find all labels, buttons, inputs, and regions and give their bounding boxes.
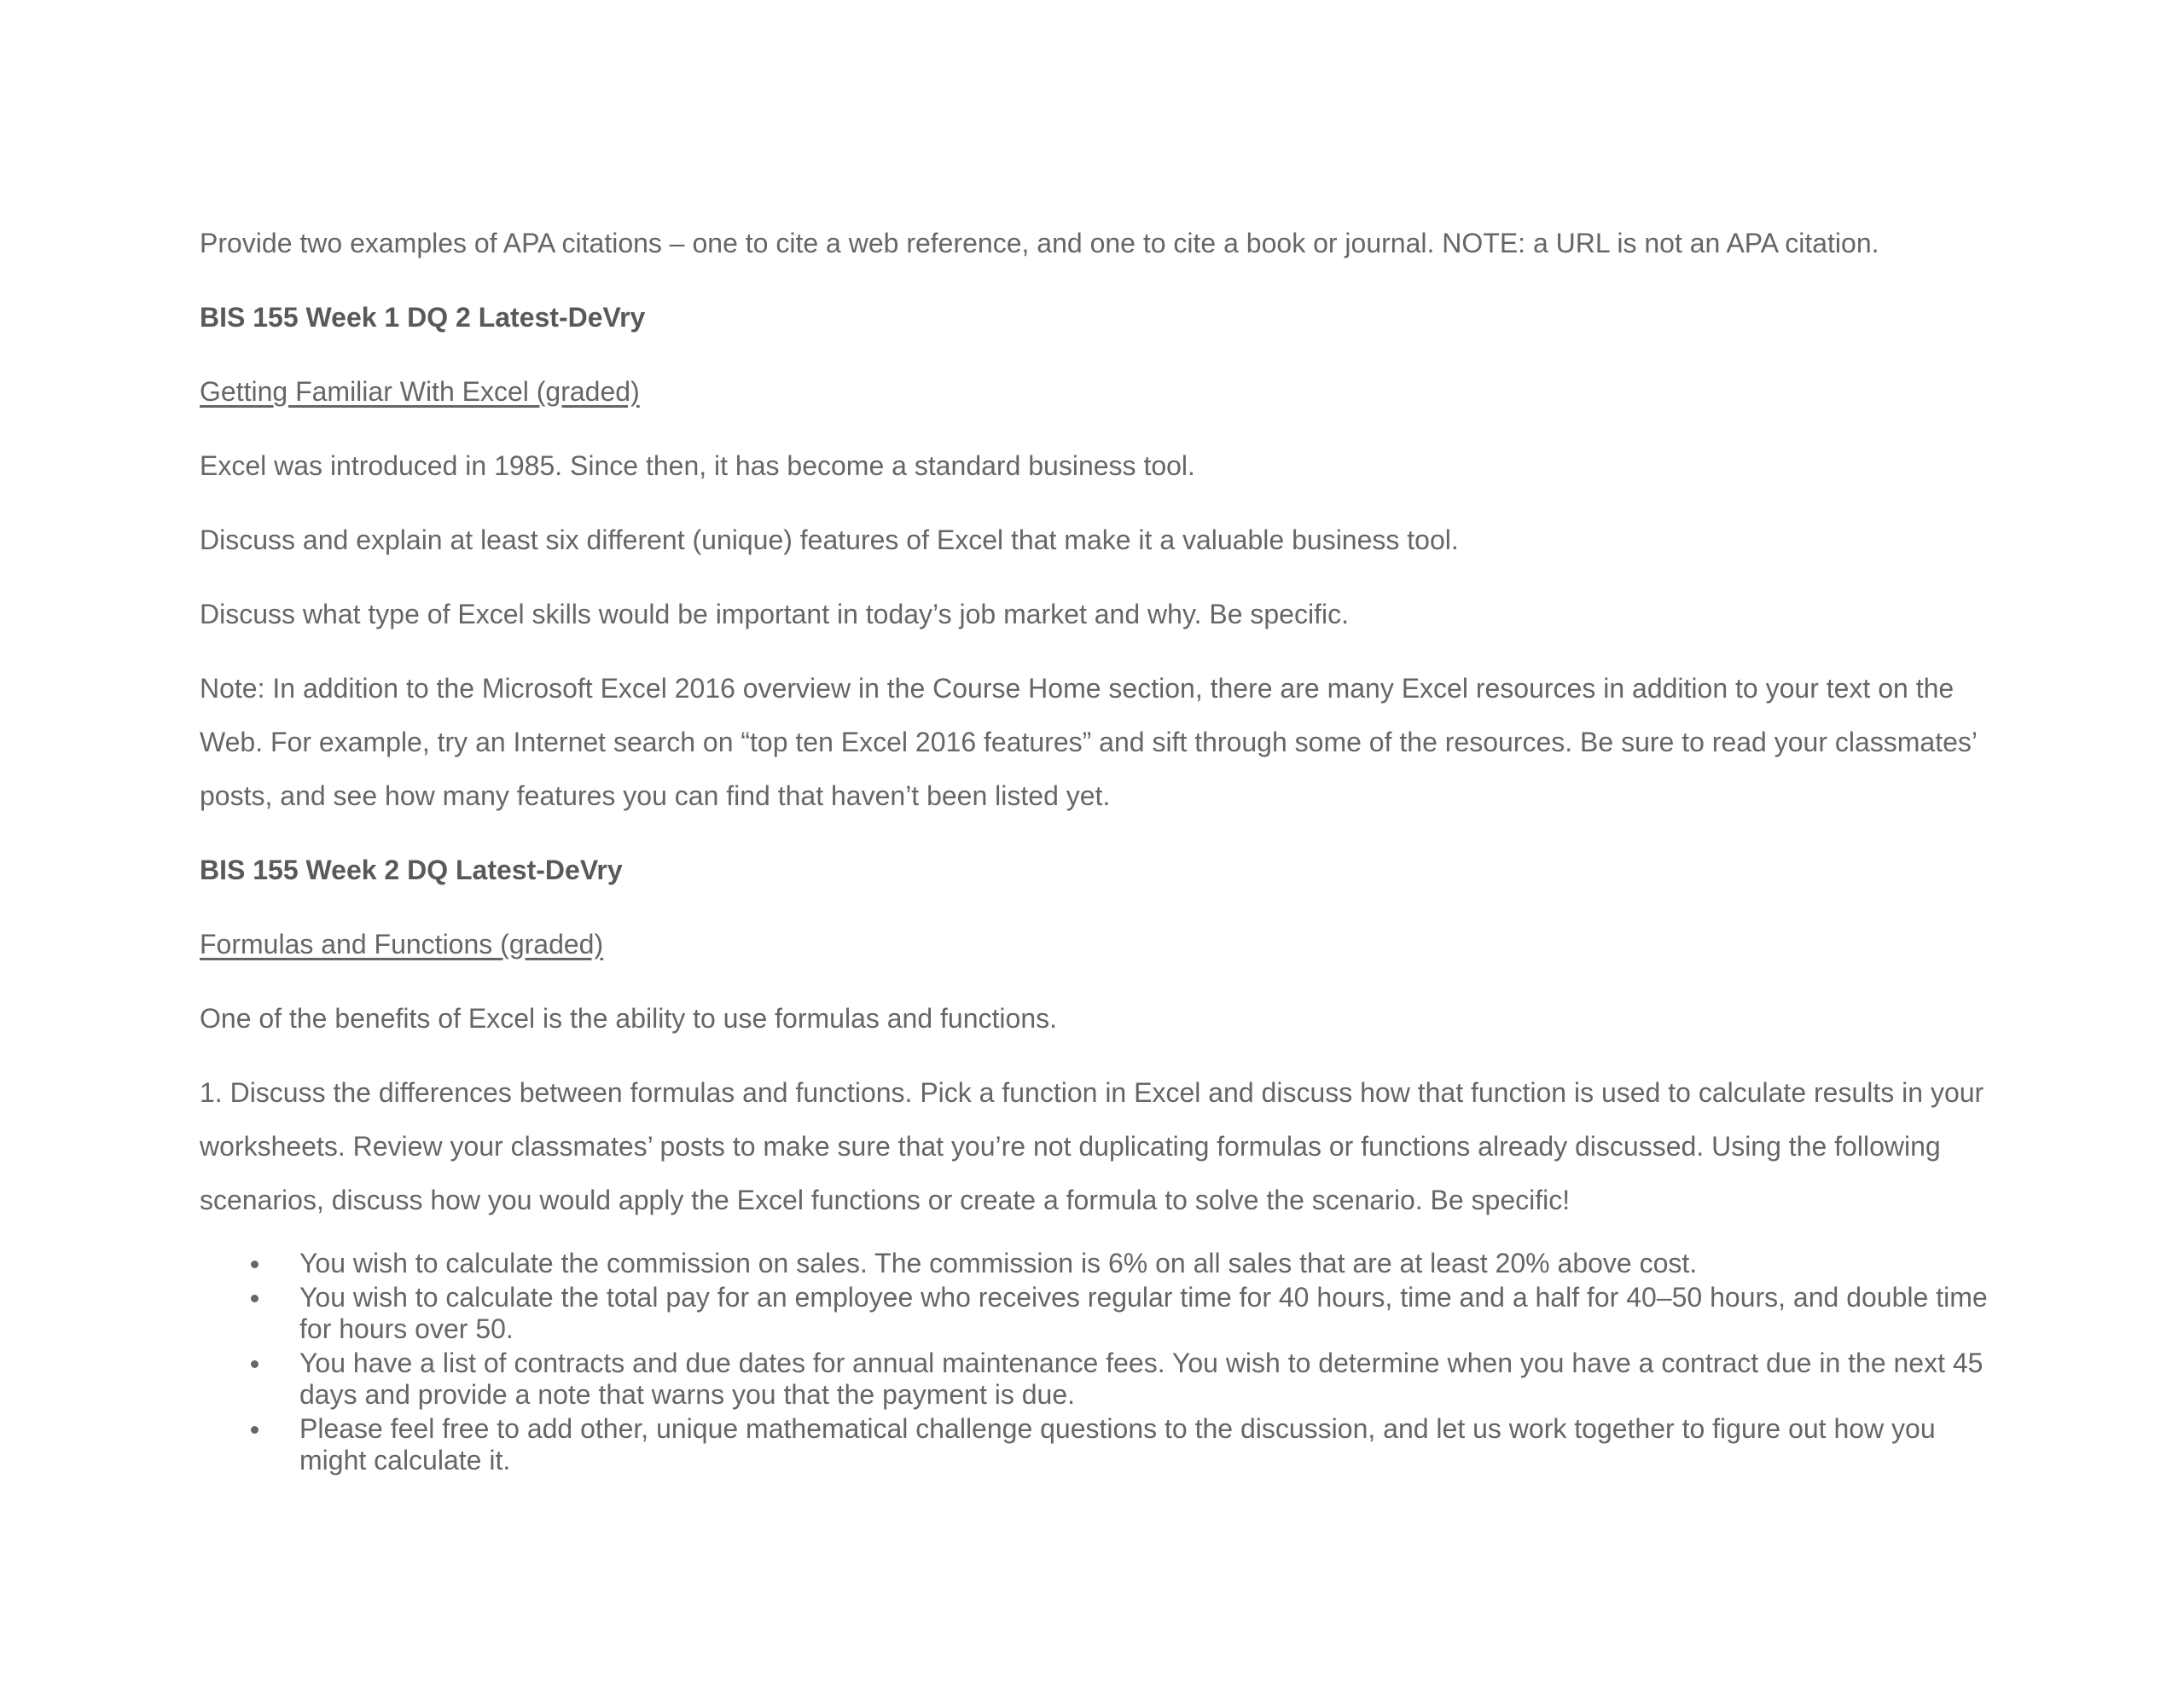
bullet-icon (251, 1295, 258, 1302)
week1-heading: BIS 155 Week 1 DQ 2 Latest-DeVry (200, 302, 646, 333)
bullet-icon (251, 1360, 258, 1368)
list-item (200, 1248, 2008, 1279)
week1-note: Note: In addition to the Microsoft Excel 2016 overview in the Course Home section, there are many Excel resources in addition to your text on the Web. For example, try an Internet search on “top ten Excel 2016 features” and sift through some of the resources. Be sure to read your classmates’ posts, and see how many features you can find that haven’t been listed yet. (200, 673, 1977, 811)
bullet-icon (251, 1426, 258, 1434)
list-item-text: You have a list of contracts and due dates for annual maintenance fees. You wish to determine when you have a contract due in the next 45 days and provide a note that warns you that the payment is due. (299, 1348, 1984, 1410)
week2-heading: BIS 155 Week 2 DQ Latest-DeVry (200, 855, 623, 885)
bullet-icon (251, 1261, 258, 1268)
list-item (200, 1348, 2008, 1411)
week1-paragraph-1: Excel was introduced in 1985. Since then, it has become a standard business tool. (200, 450, 1195, 481)
week2-subheading: Formulas and Functions (graded) (200, 929, 604, 959)
week1-subheading: Getting Familiar With Excel (graded) (200, 376, 640, 407)
week2-paragraph-1: One of the benefits of Excel is the ability to use formulas and functions. (200, 1003, 1057, 1034)
list-item-text: You wish to calculate the commission on sales. The commission is 6% on all sales that are at least 20% above cost. (299, 1248, 1698, 1278)
list-item-text: Please feel free to add other, unique mathematical challenge questions to the discussion, and let us work together to figure out how you might calculate it. (299, 1413, 1936, 1475)
week1-paragraph-3: Discuss what type of Excel skills would be important in today’s job market and why. Be specific. (200, 599, 1349, 629)
list-item (200, 1282, 2008, 1345)
week1-paragraph-2: Discuss and explain at least six different (unique) features of Excel that make it a valuable business tool. (200, 525, 1459, 555)
list-item (200, 1413, 2008, 1476)
list-item-text: You wish to calculate the total pay for an employee who receives regular time for 40 hours, time and a half for 40–50 hours, and double time for hours over 50. (299, 1282, 1988, 1344)
week2-paragraph-2: 1. Discuss the differences between formulas and functions. Pick a function in Excel and discuss how that function is used to calculate results in your worksheets. Review your classmates’ posts to make sure that you’re not duplicating formulas or functions already discussed. Using the following scenarios, discuss how you would apply the Excel functions or create a formula to solve the scenario. Be specific! (200, 1077, 1984, 1215)
intro-paragraph: Provide two examples of APA citations – one to cite a web reference, and one to cite a book or journal. NOTE: a URL is not an APA citation. (200, 228, 1879, 258)
document-body (200, 217, 2008, 1479)
scenario-list (200, 1248, 2008, 1476)
